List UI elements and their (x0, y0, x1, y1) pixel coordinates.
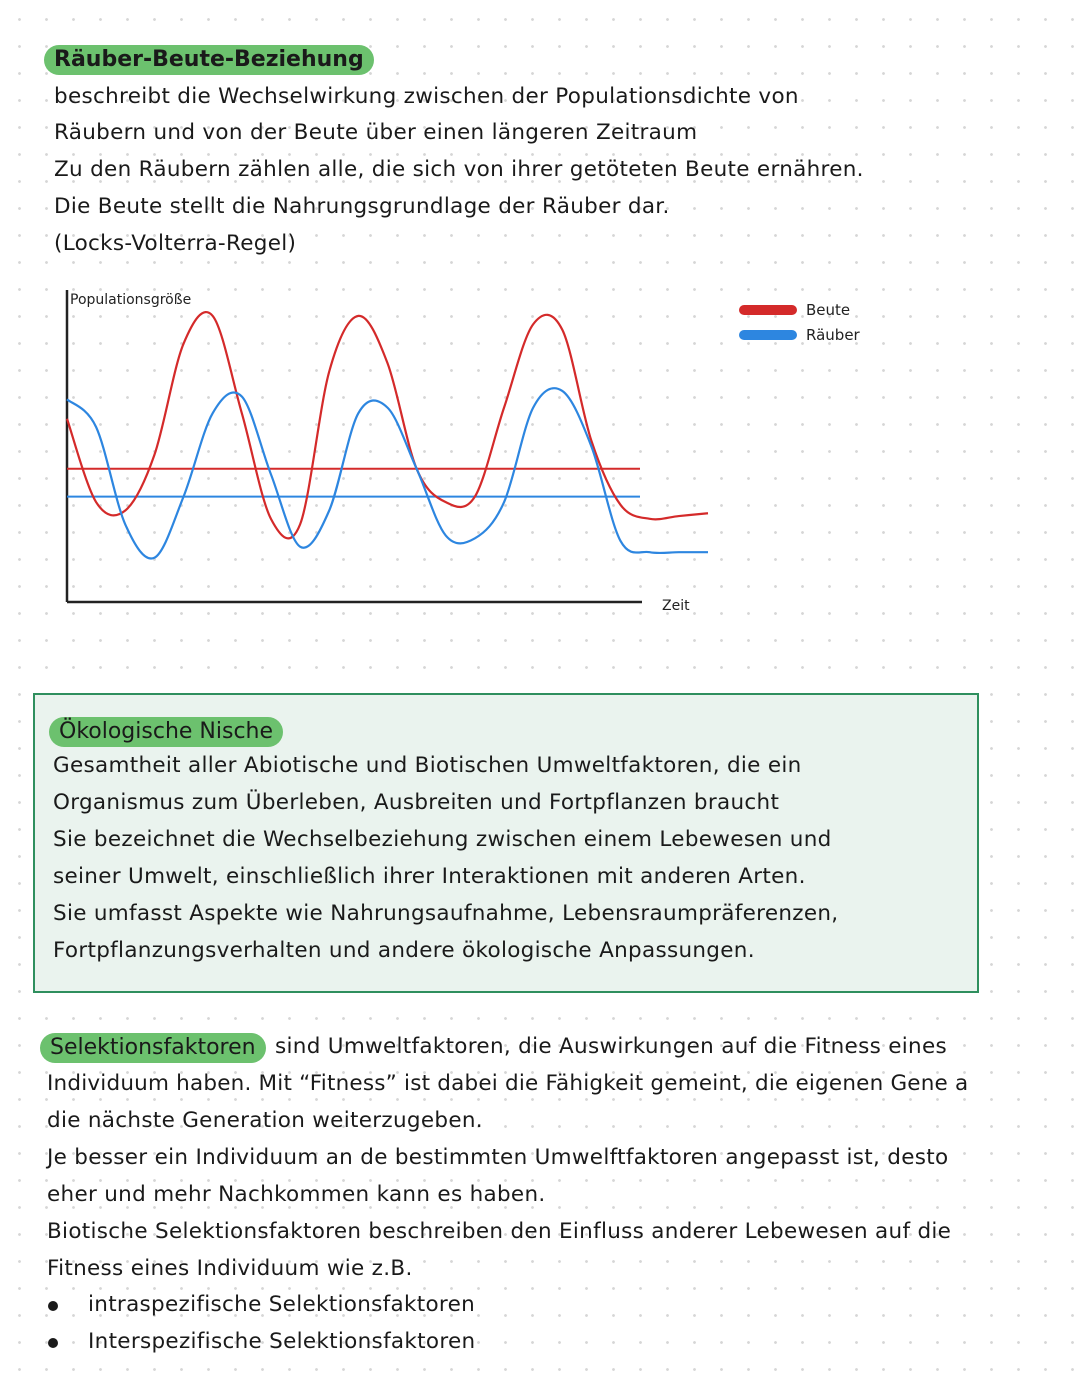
legend-label-raeuber: Räuber (806, 326, 860, 344)
paragraph-line: sind Umweltfaktoren, die Auswirkungen auf die Fitness eines (275, 1034, 947, 1059)
nische-box (33, 693, 979, 993)
section-title-nische: Ökologische Nische (49, 717, 283, 747)
section-title-raeuber-beute: Räuber-Beute-Beziehung (44, 45, 374, 75)
predator-prey-chart (0, 280, 1080, 620)
bullet-icon (48, 1338, 58, 1348)
chart-legend (744, 301, 861, 344)
list-item: intraspezifische Selektionsfaktoren (88, 1292, 476, 1317)
paragraph-line: (Locks-Volterra-Regel) (54, 231, 297, 256)
paragraph-line: Die Beute stellt die Nahrungsgrundlage der Räuber dar. (54, 194, 670, 219)
paragraph-line: Biotische Selektionsfaktoren beschreiben den Einfluss anderer Lebewesen auf die (47, 1219, 952, 1244)
term-selektionsfaktoren: Selektionsfaktoren (40, 1033, 266, 1063)
paragraph-line: seiner Umwelt, einschließlich ihrer Interaktionen mit anderen Arten. (53, 864, 806, 889)
bullet-icon (48, 1301, 58, 1311)
paragraph-line: Räubern und von der Beute über einen längeren Zeitraum (54, 120, 698, 145)
paragraph-line: Gesamtheit aller Abiotische und Biotischen Umweltfaktoren, die ein (53, 753, 802, 778)
series-line-beute (67, 312, 708, 538)
paragraph-line: Individuum haben. Mit “Fitness” ist dabei die Fähigkeit gemeint, die eigenen Gene a (47, 1071, 969, 1096)
paragraph-line: Sie umfasst Aspekte wie Nahrungsaufnahme, Lebensraumpräferenzen, (53, 901, 839, 926)
paragraph-line: Sie bezeichnet die Wechselbeziehung zwischen einem Lebewesen und (53, 827, 832, 852)
chart-axes (67, 290, 642, 602)
paragraph-line: Zu den Räubern zählen alle, die sich von ihrer getöteten Beute ernähren. (54, 157, 864, 182)
paragraph-line: beschreibt die Wechselwirkung zwischen der Populationsdichte von (54, 84, 799, 109)
paragraph-line: eher und mehr Nachkommen kann es haben. (47, 1182, 546, 1207)
paragraph-line: Fitness eines Individuum wie z.B. (47, 1256, 413, 1281)
series-line-raeuber (67, 388, 708, 558)
y-axis-label: Populationsgröße (70, 292, 192, 308)
list-item: Interspezifische Selektionsfaktoren (88, 1329, 476, 1354)
paragraph-line: die nächste Generation weiterzugeben. (47, 1108, 483, 1133)
x-axis-label: Zeit (662, 598, 690, 614)
legend-label-beute: Beute (806, 301, 851, 319)
paragraph-line: Je besser ein Individuum an de bestimmten Umwelftfaktoren angepasst ist, desto (47, 1145, 949, 1170)
paragraph-line: Organismus zum Überleben, Ausbreiten und Fortpflanzen braucht (53, 790, 780, 815)
paragraph-line: Fortpflanzungsverhalten und andere ökologische Anpassungen. (53, 938, 755, 963)
